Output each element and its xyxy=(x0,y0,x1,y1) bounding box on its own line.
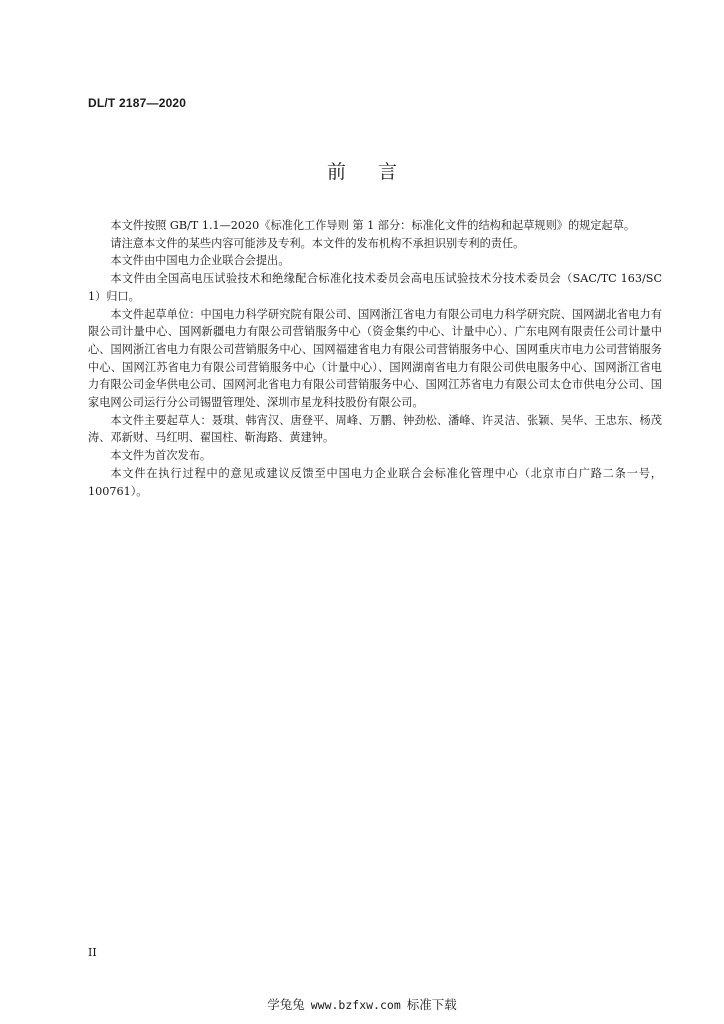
document-code: DL/T 2187—2020 xyxy=(88,96,187,110)
footer-tagline: 标准下载 xyxy=(406,997,457,1012)
paragraph-drafting-organizations: 本文件起草单位：中国电力科学研究院有限公司、国网浙江省电力有限公司电力科学研究院、国网湖北省电力有限公司计量中心、国网新疆电力有限公司营销服务中心（资金集约中心、计量中心）、广东电网有限责任公司计量中心、国网浙江省电力有限公司营销服务中心、国网福建省电力有限公司营销服务中心、国网重庆市电力公司营销服务中心、国网江苏省电力有限公司营销服务中心（计量中心）、国网湖南省电力有限公司供电服务中心、国网浙江省电力有限公司金华供电公司、国网河北省电力有限公司营销服务中心、国网江苏省电力有限公司太仓市供电分公司、国家电网公司运行分公司锡盟管理处、深圳市星龙科技股份有限公司。 xyxy=(88,307,662,410)
footer-site-name: 学兔兔 xyxy=(267,997,305,1012)
foreword-body xyxy=(88,217,662,500)
page-number: II xyxy=(88,946,97,959)
footer-url-link[interactable]: www.bzfxw.com xyxy=(310,998,401,1012)
paragraph-technical-committee: 本文件由全国高电压试验技术和绝缘配合标准化技术委员会高电压试验技术分技术委员会（SAC/TC 163/SC 1）归口。 xyxy=(88,272,662,303)
footer-watermark xyxy=(0,995,724,1013)
section-title: 前言 xyxy=(326,161,429,183)
paragraph-feedback: 本文件在执行过程中的意见或建议反馈至中国电力企业联合会标准化管理中心（北京市白广路二条一号，100761）。 xyxy=(88,466,662,498)
paragraph-first-release: 本文件为首次发布。 xyxy=(110,449,212,463)
paragraph-proposer: 本文件由中国电力企业联合会提出。 xyxy=(110,254,290,268)
paragraph-patent-notice: 请注意本文件的某些内容可能涉及专利。本文件的发布机构不承担识别专利的责任。 xyxy=(110,236,525,250)
paragraph-main-drafters: 本文件主要起草人：聂琪、韩宵汉、唐登平、周峰、万鹏、钟劲松、潘峰、许灵洁、张颖、吴华、王忠东、杨茂涛、邓新财、马红明、翟国柱、靳海路、黄建钟。 xyxy=(88,413,662,445)
paragraph-drafting-rules: 本文件按照 GB/T 1.1—2020《标准化工作导则 第 1 部分：标准化文件的结构和起草规则》的规定起草。 xyxy=(110,219,636,232)
